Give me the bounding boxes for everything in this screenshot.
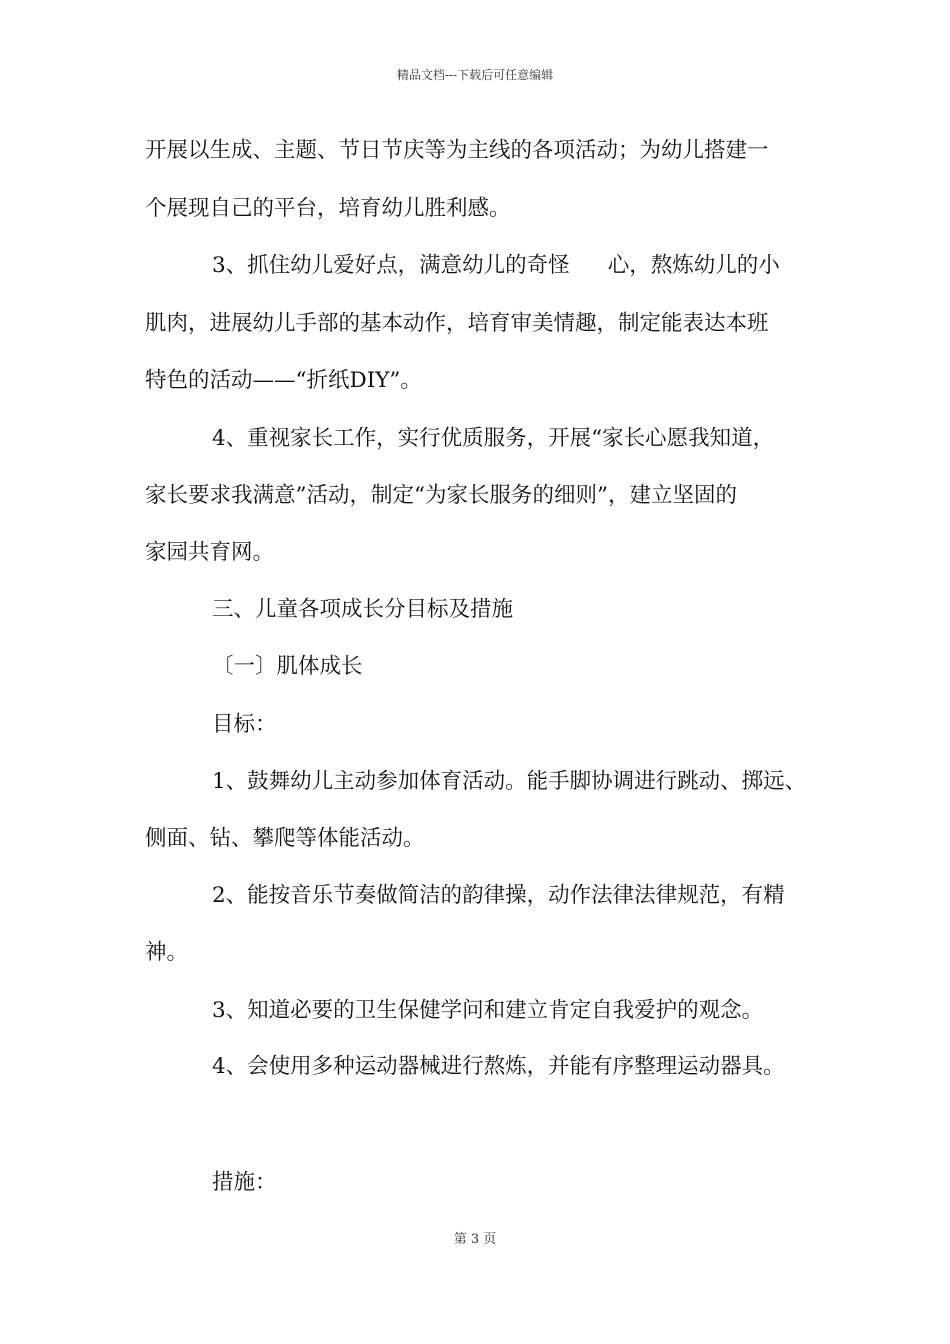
- paragraph-line: 4、重视家长工作，实行优质服务，开展“家长心愿我知道，: [212, 426, 775, 451]
- subsection-heading: 〔一〕肌体成长: [212, 654, 363, 679]
- paragraph-line-part: 3、抓住幼儿爱好点，满意幼儿的奇怪: [212, 253, 570, 278]
- measures-label: 措施：: [212, 1170, 277, 1195]
- paragraph-line: 神。: [145, 940, 189, 965]
- paragraph-line: 1、鼓舞幼儿主动参加体育活动。能手脚协调进行跳动、掷远、: [212, 769, 807, 794]
- page-header: 精品文档---下载后可任意编辑: [396, 68, 554, 82]
- paragraph-line: 个展现自己的平台，培育幼儿胜利感。: [145, 196, 511, 221]
- paragraph-line: [212, 251, 780, 281]
- goals-label: 目标：: [212, 712, 277, 737]
- paragraph-line: 开展以生成、主题、节日节庆等为主线的各项活动；为幼儿搭建一: [145, 138, 769, 163]
- paragraph-line: 侧面、钻、攀爬等体能活动。: [145, 826, 425, 851]
- paragraph-line: 肌肉，进展幼儿手部的基本动作，培育审美情趣，制定能表达本班: [145, 311, 769, 336]
- page-number: 第 3 页: [453, 1232, 497, 1247]
- paragraph-line: 3、知道必要的卫生保健学问和建立肯定自我爱护的观念。: [212, 998, 764, 1023]
- paragraph-line-part: 心，熬炼幼儿的小: [607, 253, 780, 278]
- paragraph-line: 家长要求我满意”活动，制定“为家长服务的细则”，建立坚固的: [145, 483, 737, 508]
- paragraph-line: 2、能按音乐节奏做简洁的韵律操，动作法律法律规范，有精: [212, 883, 785, 908]
- paragraph-line: 特色的活动——“折纸DIY”。: [145, 368, 422, 393]
- section-heading: 三、儿童各项成长分目标及措施: [212, 597, 514, 622]
- paragraph-line: 4、会使用多种运动器械进行熬炼，并能有序整理运动器具。: [212, 1054, 785, 1079]
- paragraph-line: 家园共育网。: [145, 540, 275, 565]
